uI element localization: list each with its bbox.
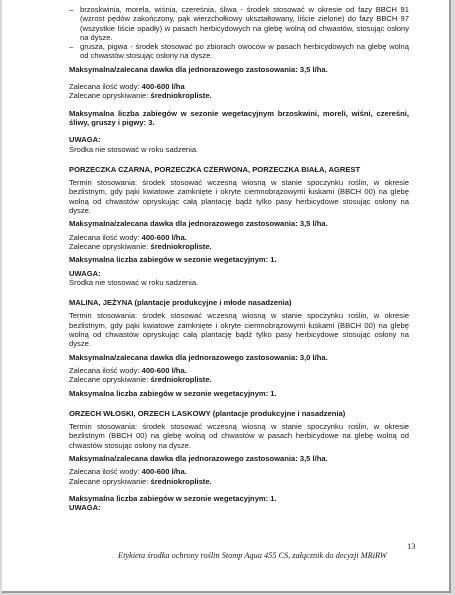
s2-spray-value: średniokropliste.: [150, 241, 212, 251]
s1-warn-title: UWAGA:: [69, 135, 101, 145]
s4-max: Maksymalna liczba zabiegów w sezonie wegetacyjnym: 1.: [69, 493, 277, 503]
page-footer: Etykieta środka ochrony roślin Stomp Aqua 455 CS, załącznik do decyzji MRiRW: [118, 551, 387, 560]
s4-dose: Maksymalna/zalecana dawka dla jednorazowego zastosowania: 3,5 l/ha.: [69, 453, 328, 463]
s3-spray-label: Zalecane opryskiwanie:: [69, 375, 151, 385]
s1-dose: Maksymalna/zalecana dawka dla jednorazowego zastosowania: 3,5 l/ha.: [69, 64, 328, 74]
s3-water-label: Zalecana ilość wody:: [69, 365, 142, 375]
s2-warn-title: UWAGA:: [69, 268, 101, 278]
s4-term: Termin stosowania: środek stosować wczesną wiosną w stanie spoczynku roślin, w okresie bezlistnym (BBCH 00) na glebę wolną od chwastów w pasach herbicydowe na glebę wolną od chwastów stosując osłony na dysze.: [69, 422, 409, 450]
s1-water-label: Zalecana ilość wody:: [69, 82, 142, 92]
s3-spray-value: średniokropliste.: [150, 375, 212, 385]
s2-dose: Maksymalna/zalecana dawka dla jednorazowego zastosowania: 3,5 l/ha.: [69, 219, 328, 229]
s1-spray-label: Zalecane opryskiwanie:: [69, 91, 151, 101]
s4-water: [69, 467, 409, 476]
s3-water: [69, 366, 409, 375]
bullet-item: [69, 5, 409, 42]
document-page: [2, 0, 451, 593]
bullet-text: brzoskwinia, morela, wiśnia, czereśnia, śliwa - środek stosować w okresie od fazy BBCH 91 (wzrost pędów zakończony, pąk wierzchołkowy ukształtowany, liście zielone) do fazy BBCH 97 (wszystkie liście opadły) w pasach herbicydowych na glebę wolną od chwastów, stosując osłony na dysze.: [80, 5, 409, 42]
s1-spray-value: średniokropliste.: [150, 91, 212, 101]
s2-term: Termin stosowania: środek stosować wczesną wiosną w stanie spoczynku roślin, w okresie bezlistnym, gdy pąki kwiatowe zamknięte i okryte ciemnobrązowymi łuskami (BBCH 00) na glebę wolną od chwastów opryskując całą plantację bądź tylko pasy herbicydowe stosując osłony na dysze.: [69, 178, 409, 216]
s3-water-value: 400-600 l/ha.: [141, 365, 187, 375]
bullet-text: grusza, pigwa - środek stosować po zbiorach owoców w pasach herbicydowych na glebę wolną od chwastów stosując osłony na dysze.: [80, 42, 409, 61]
s3-max: Maksymalna liczba zabiegów w sezonie wegetacyjnym: 1.: [69, 388, 277, 398]
page-content: [69, 5, 409, 512]
s4-warn-title: UWAGA:: [69, 503, 101, 513]
s1-spray: [69, 91, 409, 100]
s2-water-label: Zalecana ilość wody:: [69, 232, 142, 242]
s2-max: Maksymalna liczba zabiegów w sezonie wegetacyjnym: 1.: [69, 255, 277, 265]
s4-heading: ORZECH WŁOSKI, ORZECH LASKOWY (plantacje produkcyjne i nasadzenia): [69, 408, 346, 418]
s4-water-value: 400-600 l/ha.: [141, 467, 187, 477]
s2-spray-label: Zalecane opryskiwanie:: [69, 241, 151, 251]
s3-spray: [69, 375, 409, 384]
s3-heading: MALINA, JEŻYNA (plantacje produkcyjne i młode nasadzenia): [69, 298, 292, 308]
page-number: 13: [407, 541, 416, 551]
s2-heading: PORZECZKA CZARNA, PORZECZKA CZERWONA, PORZECZKA BIAŁA, AGREST: [69, 164, 361, 174]
s4-spray-value: średniokropliste.: [150, 476, 212, 486]
s2-warn-text: Środka nie stosować w roku sadzenia.: [69, 277, 199, 287]
bullet-item: [69, 42, 409, 61]
bullet-dash: –: [69, 5, 74, 14]
bullet-dash: –: [69, 42, 74, 52]
s2-spray: [69, 242, 409, 251]
s2-water-value: 400-600 l/ha.: [141, 232, 187, 242]
s3-dose: Maksymalna/zalecana dawka dla jednorazowego zastosowania: 3,0 l/ha.: [69, 352, 328, 362]
s1-water-value: 400-600 l/ha: [141, 82, 185, 92]
s2-water: [69, 233, 409, 242]
s4-spray-label: Zalecane opryskiwanie:: [69, 476, 151, 486]
s1-max: Maksymalna liczba zabiegów w sezonie wegetacyjnym brzoskwini, moreli, wiśni, czereśni, śliwy, gruszy i pigwy: 3.: [69, 108, 409, 127]
s3-term: Termin stosowania: środek stosować wczesną wiosną w stanie spoczynku roślin, w okresie bezlistnym, gdy pąki kwiatowe zamknięte i okryte ciemnobrązowymi łuskami (BBCH 00) na glebę wolną od chwastów opryskując całą plantację bądź tylko pasy herbicydowe stosując osłony na dysze.: [69, 311, 409, 349]
s1-warn-text: Środka nie stosować w roku sadzenia.: [69, 144, 199, 154]
s4-spray: [69, 477, 409, 486]
s1-water: [69, 82, 409, 91]
s4-water-label: Zalecana ilość wody:: [69, 467, 142, 477]
